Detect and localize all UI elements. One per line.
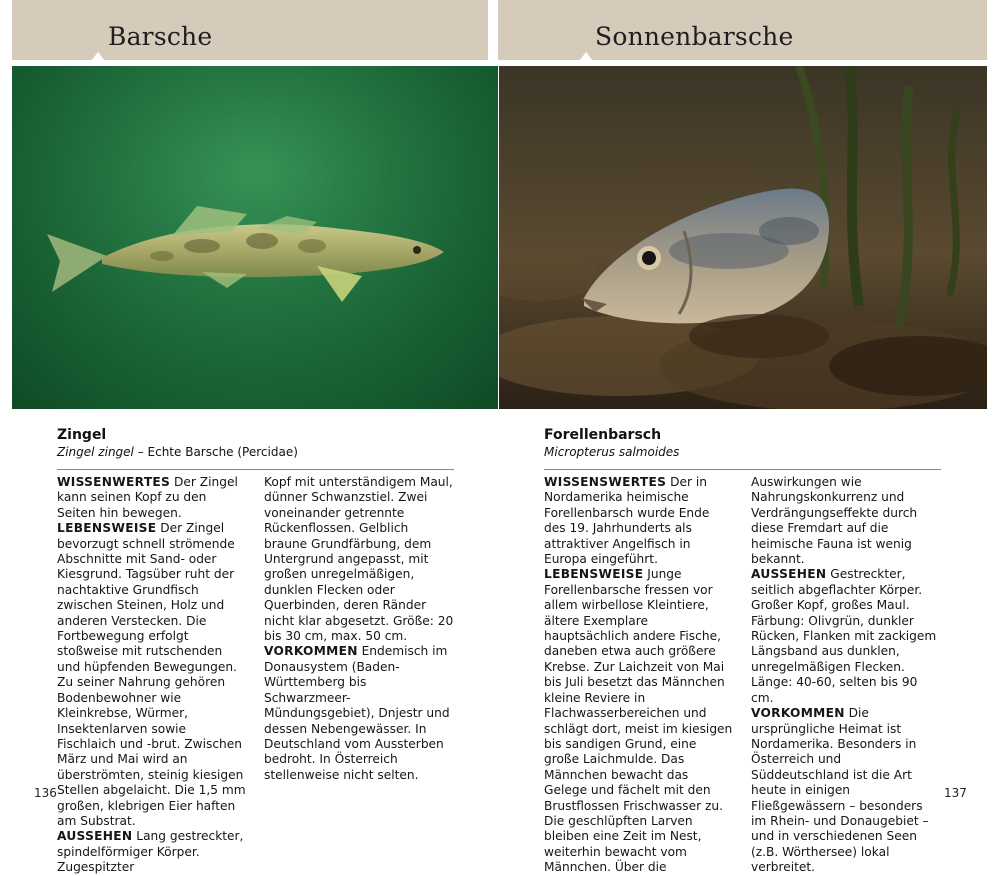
- scientific-name: Micropterus salmoides: [544, 445, 680, 459]
- paragraph-text: Die ursprüngliche Heimat ist Nordamerika. Besonders in Österreich und Süddeutschland ist die Art heute in einigen Fließgewässern – besonders im Rhein- und Donaugebiet – und in verschiedenen Seen (z.B. Wörthersee) lokal verbreitet.: [751, 706, 929, 875]
- paragraph: [751, 567, 941, 706]
- paragraph: [57, 475, 247, 521]
- keyword: VORKOMMEN: [264, 644, 358, 659]
- forellenbarsch-fish-illustration: [499, 66, 987, 409]
- keyword: LEBENSWEISE: [57, 521, 157, 536]
- section-title-sonnenbarsche: Sonnenbarsche: [595, 22, 794, 51]
- text-column-4: [751, 475, 941, 876]
- paragraph: [57, 829, 247, 875]
- species-name: Zingel: [57, 427, 107, 443]
- keyword: AUSSEHEN: [751, 567, 827, 582]
- keyword: LEBENSWEISE: [544, 567, 644, 582]
- text-column-2: [264, 475, 454, 783]
- keyword: AUSSEHEN: [57, 829, 133, 844]
- keyword: WISSENWERTES: [57, 475, 171, 489]
- paragraph: [264, 475, 454, 644]
- divider-right: [544, 469, 941, 470]
- text-column-3: [544, 475, 734, 876]
- page-number-left: 136: [34, 786, 57, 800]
- paragraph: [57, 521, 247, 829]
- species-heading-zingel: [57, 427, 298, 460]
- photo-zingel: [12, 66, 498, 409]
- paragraph-text: Der in Nordamerika heimische Forellenbarsch wurde Ende des 19. Jahrhunderts als attraktiver Angelfisch in Europa eingeführt.: [544, 475, 710, 567]
- zingel-fish-illustration: [12, 66, 498, 409]
- paragraph-text: Der Zingel bevorzugt schnell strömende Abschnitte mit Sand- oder Kiesgrund. Tagsüber ruht der nachtaktive Grundfisch zwischen Steinen, Holz und anderen Verstecken. Die Fortbewegung erfolgt stoßweise mit rutschenden und hüpfenden Bewegungen. Zu seiner Nahrung gehören Bodenbewohner wie Kleinkrebse, Würmer, Insektenlarven sowie Fischlaich und -brut. Zwischen März und Mai wird an überströmten, steinig kiesigen Stellen abgelaicht. Die 1,5 mm großen, klebrigen Eier haften am Substrat.: [57, 521, 246, 828]
- section-title-barsche: Barsche: [108, 22, 213, 51]
- paragraph: [264, 644, 454, 783]
- paragraph: [544, 567, 734, 875]
- header-band-left: [12, 0, 488, 60]
- keyword: VORKOMMEN: [751, 706, 845, 721]
- paragraph-text: Junge Forellenbarsche fressen vor allem wirbellose Kleintiere, ältere Exemplare hauptsächlich andere Fische, daneben etwa auch größere Krebse. Zur Laichzeit von Mai bis Juli besetzt das Männchen kleine Reviere in Flachwasserbereichen und schlägt dort, meist im kiesigen bis sandigen Grund, eine große Laichmulde. Das Männchen bewacht das Gelege und fächelt mit den Brustflossen Frischwasser zu. Die geschlüpften Larven bleiben eine Zeit im Nest, weiterhin bewacht vom Männchen. Über die: [544, 567, 733, 875]
- species-subtitle: [57, 444, 298, 460]
- family-name: – Echte Barsche (Percidae): [133, 445, 298, 459]
- keyword: WISSENSWERTES: [544, 475, 667, 489]
- scientific-name: Zingel zingel: [57, 445, 134, 459]
- paragraph: [544, 475, 734, 567]
- paragraph-text: Auswirkungen wie Nahrungskonkurrenz und Verdrängungseffekte durch diese Fremdart auf die heimische Fauna ist wenig bekannt.: [751, 475, 918, 567]
- paragraph-text: Gestreckter, seitlich abgeflachter Körper. Großer Kopf, großes Maul. Färbung: Olivgrün, dunkler Rücken, Flanken mit zackigem Längsband aus dunklen, unregelmäßigen Flecken. Länge: 40-60, selten bis 90 cm.: [751, 567, 937, 705]
- divider-left: [57, 469, 454, 470]
- paragraph-text: Endemisch im Donausystem (Baden-Württemberg bis Schwarzmeer-Mündungsgebiet), Dnjestr und dessen Nebengewässer. In Deutschland vom Aussterben bedroht. In Österreich stellenweise nicht selten.: [264, 644, 450, 782]
- paragraph-text: Der Zingel kann seinen Kopf zu den Seiten hin bewegen.: [57, 475, 238, 520]
- species-name: Forellenbarsch: [544, 427, 662, 443]
- header-notch-right: [580, 52, 592, 60]
- species-heading-forellenbarsch: [544, 427, 679, 460]
- photo-forellenbarsch: [499, 66, 987, 409]
- paragraph: [751, 706, 941, 875]
- paragraph: [751, 475, 941, 567]
- text-column-1: [57, 475, 247, 876]
- paragraph-text: Lang gestreckter, spindelförmiger Körper. Zugespitzter: [57, 829, 244, 875]
- species-subtitle: [544, 444, 679, 460]
- header-notch-left: [92, 52, 104, 60]
- page-number-right: 137: [944, 786, 967, 800]
- paragraph-text: Kopf mit unterständigem Maul, dünner Schwanzstiel. Zwei voneinander getrennte Rückenflossen. Gelblich braune Grundfärbung, dem Untergrund angepasst, mit großen unregelmäßigen, dunklen Flecken oder Querbinden, deren Ränder nicht klar abgesetzt. Größe: 20 bis 30 cm, max. 50 cm.: [264, 475, 454, 644]
